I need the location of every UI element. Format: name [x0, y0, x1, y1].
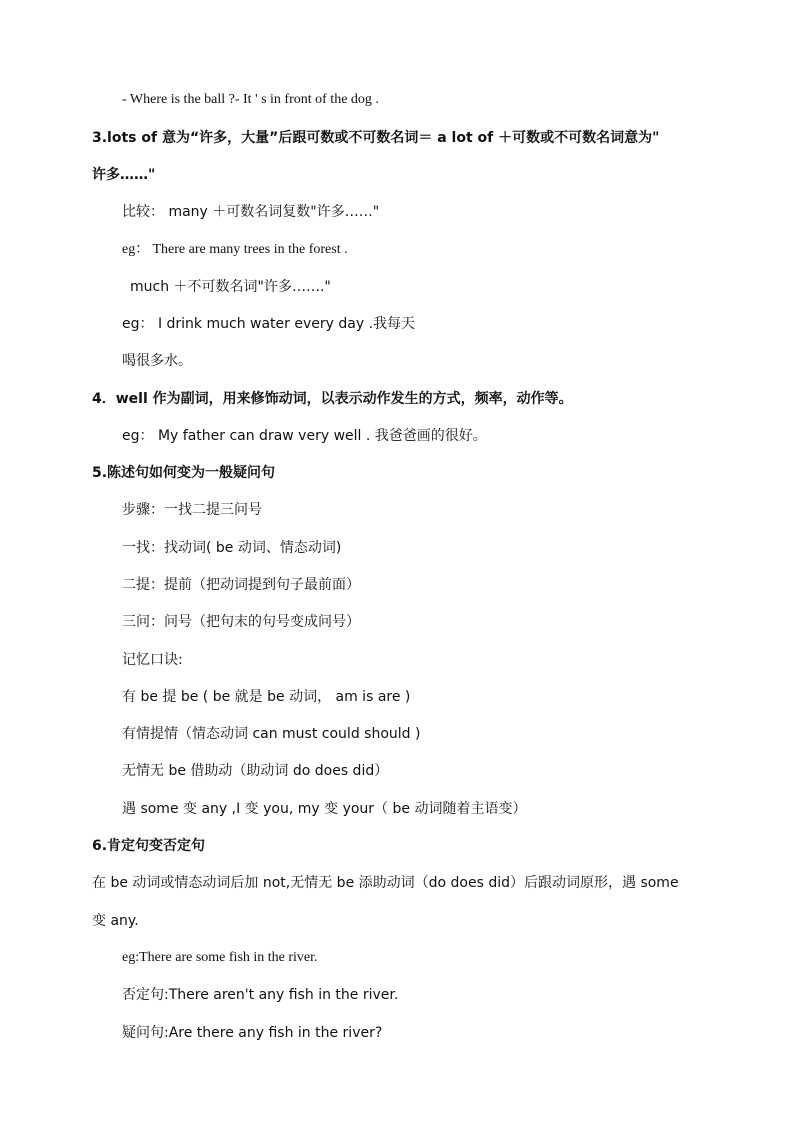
section-heading-5: 5.陈述句如何变为一般疑问句 — [92, 465, 276, 481]
comparison-line: much ＋不可数名词"许多……." — [130, 279, 331, 295]
negative-sentence: 否定句:There aren't any fish in the river. — [122, 987, 399, 1003]
body-paragraph-continued: 变 any. — [92, 913, 139, 929]
mnemonic-line: 有情提情（情态动词 can must could should ) — [122, 726, 421, 742]
example-line: - Where is the ball ?- It ' s in front of the dog . — [122, 92, 379, 107]
comparison-line: 比较： many ＋可数名词复数"许多……" — [122, 204, 380, 220]
example-line: eg:There are some fish in the river. — [122, 950, 318, 965]
section-heading-4: 4．well 作为副词，用来修饰动词，以表示动作发生的方式，频率，动作等。 — [92, 391, 573, 407]
example-line: eg： There are many trees in the forest . — [122, 242, 348, 257]
section-heading-3-continued: 许多……" — [92, 167, 156, 183]
example-line: eg： I drink much water every day .我每天 — [122, 316, 416, 332]
step-line: 一找：找动词( be 动词、情态动词) — [122, 540, 342, 556]
body-paragraph: 在 be 动词或情态动词后加 not,无情无 be 添助动词（do does did）后跟动词原形，遇 some — [92, 875, 679, 891]
example-line: eg： My father can draw very well . 我爸爸画的很好。 — [122, 428, 487, 444]
section-heading-6: 6.肯定句变否定句 — [92, 838, 206, 854]
mnemonic-line: 无情无 be 借助动（助动词 do does did） — [122, 763, 389, 779]
question-sentence: 疑问句:Are there any fish in the river? — [122, 1025, 383, 1041]
mnemonic-heading: 记忆口诀: — [122, 652, 183, 668]
step-line: 二提：提前（把动词提到句子最前面） — [122, 577, 360, 593]
mnemonic-line: 有 be 提 be ( be 就是 be 动词， am is are ) — [122, 689, 411, 705]
step-line: 三问：问号（把句末的句号变成问号） — [122, 614, 360, 630]
section-heading-3: 3.lots of 意为“许多，大量”后跟可数或不可数名词＝ a lot of ＋可数或不可数名词意为" — [92, 130, 660, 146]
mnemonic-line: 遇 some 变 any ,I 变 you, my 变 your（ be 动词随着主语变） — [122, 801, 527, 817]
example-line-continued: 喝很多水。 — [122, 353, 192, 369]
step-line: 步骤：一找二提三问号 — [122, 502, 262, 518]
